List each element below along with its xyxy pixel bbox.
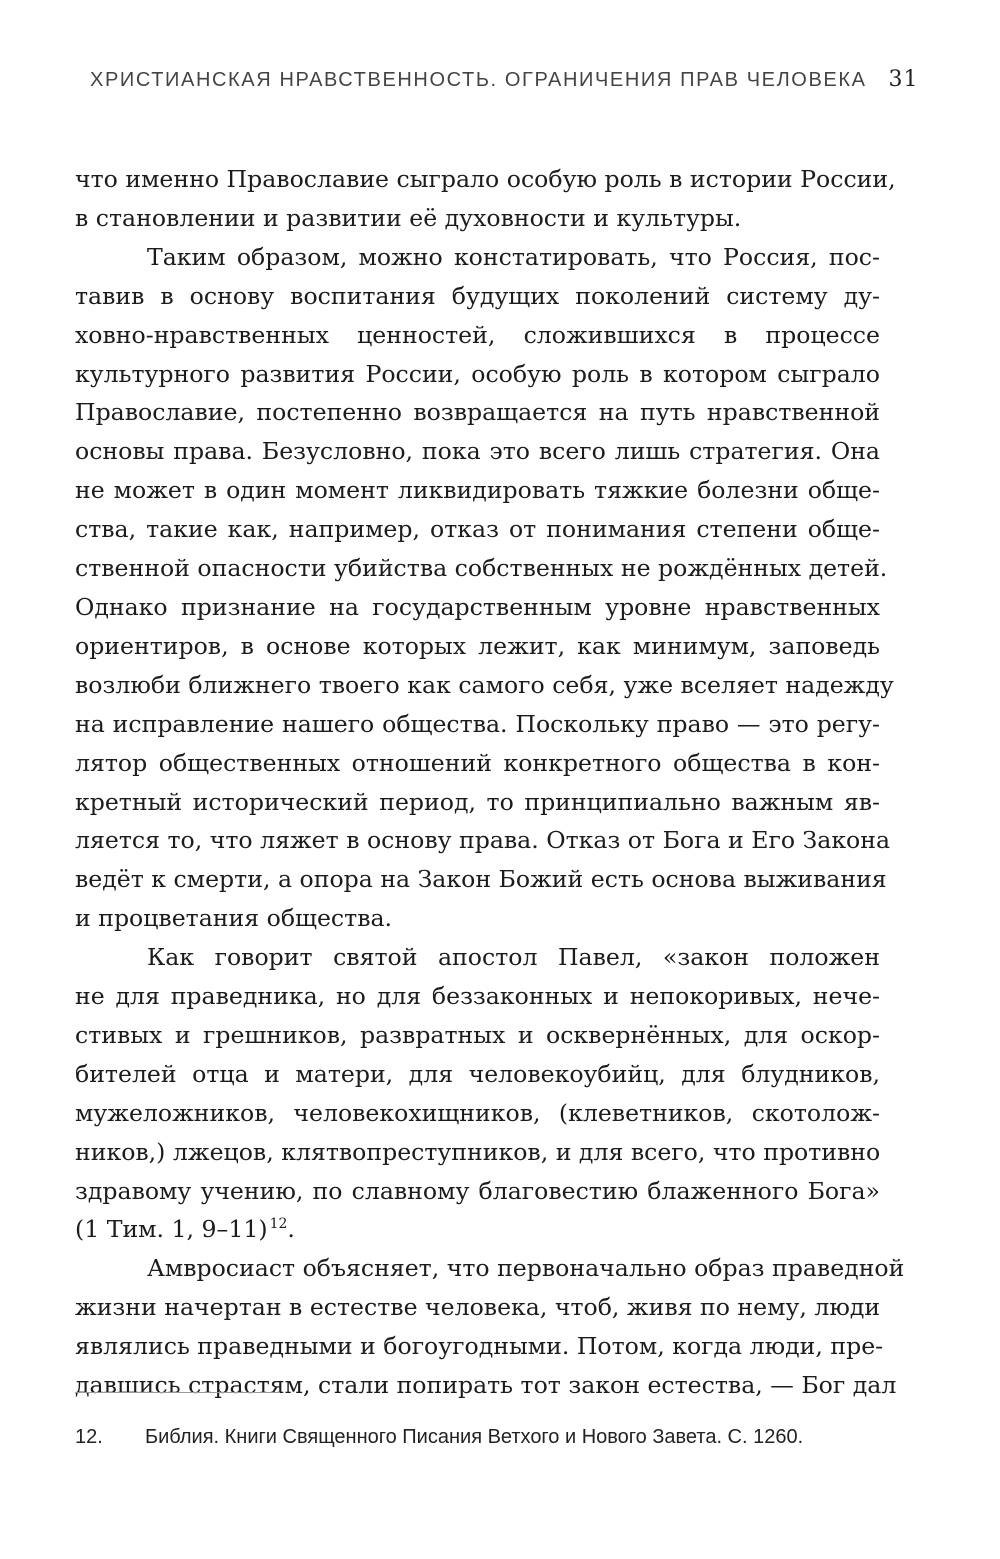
text-line: ства, такие как, например, отказ от понимания степени обще- (75, 515, 880, 544)
footnote-text: Библия. Книги Священного Писания Ветхого и Нового Завета. С. 1260. (145, 1426, 804, 1448)
text-line: и процветания общества. (75, 904, 393, 933)
text-line: ников,) лжецов, клятвопреступников, и для всего, что противно (75, 1137, 881, 1166)
text-line: лятор общественных отношений конкретного общества в кон- (75, 748, 880, 777)
text-line: Как говорит святой апостол Павел, «закон положен (147, 943, 880, 972)
footnote-divider (75, 1392, 280, 1393)
text-line: возлюби ближнего твоего как самого себя, уже вселяет надежду (75, 670, 894, 699)
text-line-with-footnote (75, 1210, 880, 1249)
text-line: стивых и грешников, развратных и осквернённых, для оскор- (75, 1020, 880, 1049)
main-text (75, 160, 905, 1405)
text-line: бителей отца и матери, для человекоубийц, для блудников, (75, 1059, 880, 1088)
citation-period: . (287, 1215, 295, 1244)
text-line: ориентиров, в основе которых лежит, как минимум, заповедь (75, 631, 880, 660)
text-line: ляется то, что ляжет в основу права. Отказ от Бога и Его Закона (75, 826, 891, 855)
running-title: ХРИСТИАНСКАЯ НРАВСТВЕННОСТЬ. ОГРАНИЧЕНИЯ ПРАВ ЧЕЛОВЕКА (90, 69, 867, 91)
text-line: Амвросиаст объясняет, что первоначально образ праведной (147, 1254, 905, 1283)
text-line: не для праведника, но для беззаконных и непокоривых, нече- (75, 982, 880, 1011)
text-line: ховно-нравственных ценностей, сложившихся в процессе (75, 320, 880, 349)
footnote-reference[interactable]: 12 (269, 1216, 288, 1233)
footnote (75, 1423, 880, 1451)
text-line: мужеложников, человекохищников, (клеветников, скотолож- (75, 1098, 880, 1127)
text-line: ственной опасности убийства собственных не рождённых детей. (75, 554, 888, 583)
text-line: ведёт к смерти, а опора на Закон Божий есть основа выживания (75, 865, 887, 894)
text-line: жизни начертан в естестве человека, чтоб, живя по нему, люди (75, 1293, 881, 1322)
page-number: 31 (888, 67, 919, 92)
text-line: тавив в основу воспитания будущих поколений систему ду- (75, 281, 880, 310)
text-line: здравому учению, по славному благовестию блаженного Бога» (75, 1176, 880, 1205)
citation-text: (1 Тим. 1, 9–11) (75, 1215, 268, 1244)
text-line: Таким образом, можно констатировать, что Россия, пос- (147, 242, 880, 271)
text-line: не может в один момент ликвидировать тяжкие болезни обще- (75, 476, 880, 505)
text-line: основы права. Безусловно, пока это всего лишь стратегия. Она (75, 437, 880, 466)
text-line: являлись праведными и богоугодными. Потом, когда люди, пре- (75, 1332, 884, 1361)
text-line: культурного развития России, особую роль в котором сыграло (75, 359, 880, 388)
text-line: что именно Православие сыграло особую роль в истории России, (75, 165, 896, 193)
text-line: кретный исторический период, то принципиально важным яв- (75, 787, 880, 816)
text-line: в становлении и развитии её духовности и культуры. (75, 203, 742, 232)
footnote-number: 12. (75, 1426, 103, 1448)
text-line: на исправление нашего общества. Поскольку право — это регу- (75, 709, 880, 738)
text-line: Однако признание на государственным уровне нравственных (75, 592, 880, 621)
text-line: Православие, постепенно возвращается на путь нравственной (75, 398, 880, 427)
running-header (90, 67, 919, 92)
text-line: давшись страстям, стали попирать тот закон естества, — Бог дал (75, 1371, 897, 1400)
